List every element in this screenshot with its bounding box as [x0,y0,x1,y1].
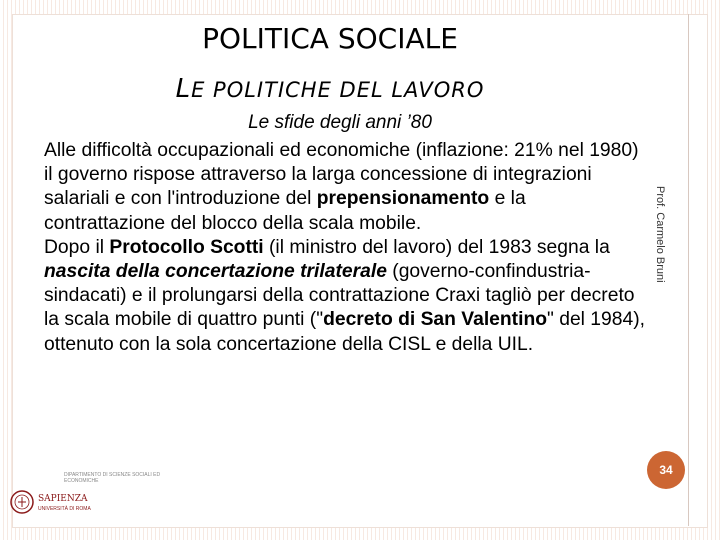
text-run: (governo-confindustria-sindacati) e il prolungarsi della contrattazione Craxi tagliò per decreto la scala mobile di quattro punti (" [44,261,635,331]
author-credit: Prof. Carmelo Bruni [654,186,666,283]
text-run: Alle difficoltà occupazionali ed economiche (inflazione: 21% nel 1980) il governo rispose attraverso la larga concessione di integrazioni salariali e con l'introduzione del [44,140,639,210]
bold-term: prepensionamento [316,188,490,210]
body-text [44,139,648,357]
bold-term: decreto di San Valentino [323,309,548,331]
bold-italic-term: nascita della concertazione trilaterale [44,261,387,283]
slide-subtitle [0,75,660,104]
text-run: e la contrattazione del blocco della scala mobile. [44,188,526,234]
margin-divider [688,14,689,526]
paragraph-1 [44,139,648,236]
university-seal-icon [10,490,34,514]
paragraph-2 [44,236,648,357]
text-run: Dopo il [44,236,110,258]
page-number-badge: 34 [647,451,685,489]
subtitle-rest: E POLITICHE DEL LAVORO [191,78,485,102]
university-subtitle: UNIVERSITÀ DI ROMA [38,506,91,512]
subtitle-initial: L [175,74,192,104]
section-heading: Le sfide degli anni ’80 [248,112,432,133]
slide-title: POLITICA SOCIALE [202,22,458,55]
text-run: (il ministro del lavoro) del 1983 segna la [263,236,610,258]
text-run: " del 1984), ottenuto con la sola concertazione della CISL e della UIL. [44,309,645,355]
department-label: DIPARTIMENTO DI SCIENZE SOCIALI ED ECONOMICHE [64,472,161,484]
bold-term: Protocollo Scotti [109,236,264,258]
university-name: SAPIENZA [38,494,88,504]
